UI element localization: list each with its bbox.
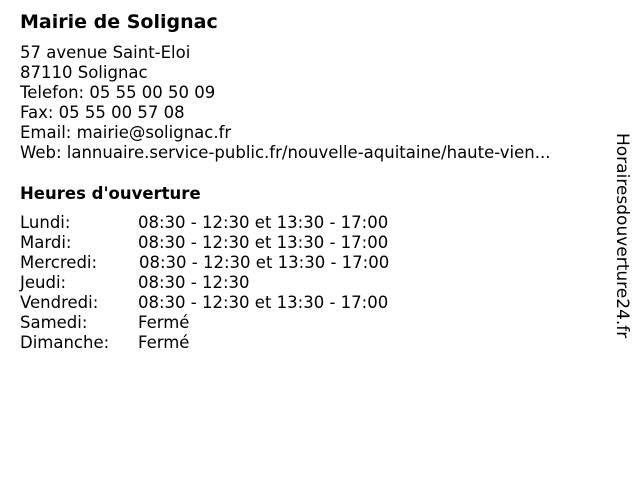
time-value: Fermé bbox=[138, 313, 190, 332]
day-label: Lundi: bbox=[20, 213, 71, 232]
hours-heading: Heures d'ouverture bbox=[20, 184, 201, 203]
day-label: Samedi: bbox=[20, 313, 88, 332]
page-title: Mairie de Solignac bbox=[20, 11, 218, 33]
time-value: 08:30 - 12:30 et 13:30 - 17:00 bbox=[138, 213, 389, 232]
time-value: 08:30 - 12:30 et 13:30 - 17:00 bbox=[138, 233, 389, 252]
day-label: Mercredi: bbox=[20, 253, 98, 272]
telephone-line: Telefon: 05 55 00 50 09 bbox=[20, 83, 216, 102]
time-value: 08:30 - 12:30 et 13:30 - 17:00 bbox=[139, 253, 390, 272]
day-label: Vendredi: bbox=[20, 293, 99, 312]
address-street: 57 avenue Saint-Eloi bbox=[20, 43, 191, 62]
email-line: Email: mairie@solignac.fr bbox=[20, 123, 232, 142]
web-line: Web: lannuaire.service-public.fr/nouvelle-aquitaine/haute-vien... bbox=[20, 143, 551, 162]
day-label: Jeudi: bbox=[20, 273, 67, 292]
time-value: 08:30 - 12:30 bbox=[138, 273, 250, 292]
time-value: 08:30 - 12:30 et 13:30 - 17:00 bbox=[138, 293, 389, 312]
day-label: Dimanche: bbox=[20, 333, 110, 352]
address-city: 87110 Solignac bbox=[20, 63, 148, 82]
site-brand-watermark: Horairesdouverture24.fr bbox=[612, 133, 632, 339]
day-label: Mardi: bbox=[20, 233, 72, 252]
contact-info bbox=[20, 43, 550, 163]
time-value: Fermé bbox=[138, 333, 190, 352]
fax-line: Fax: 05 55 00 57 08 bbox=[20, 103, 185, 122]
